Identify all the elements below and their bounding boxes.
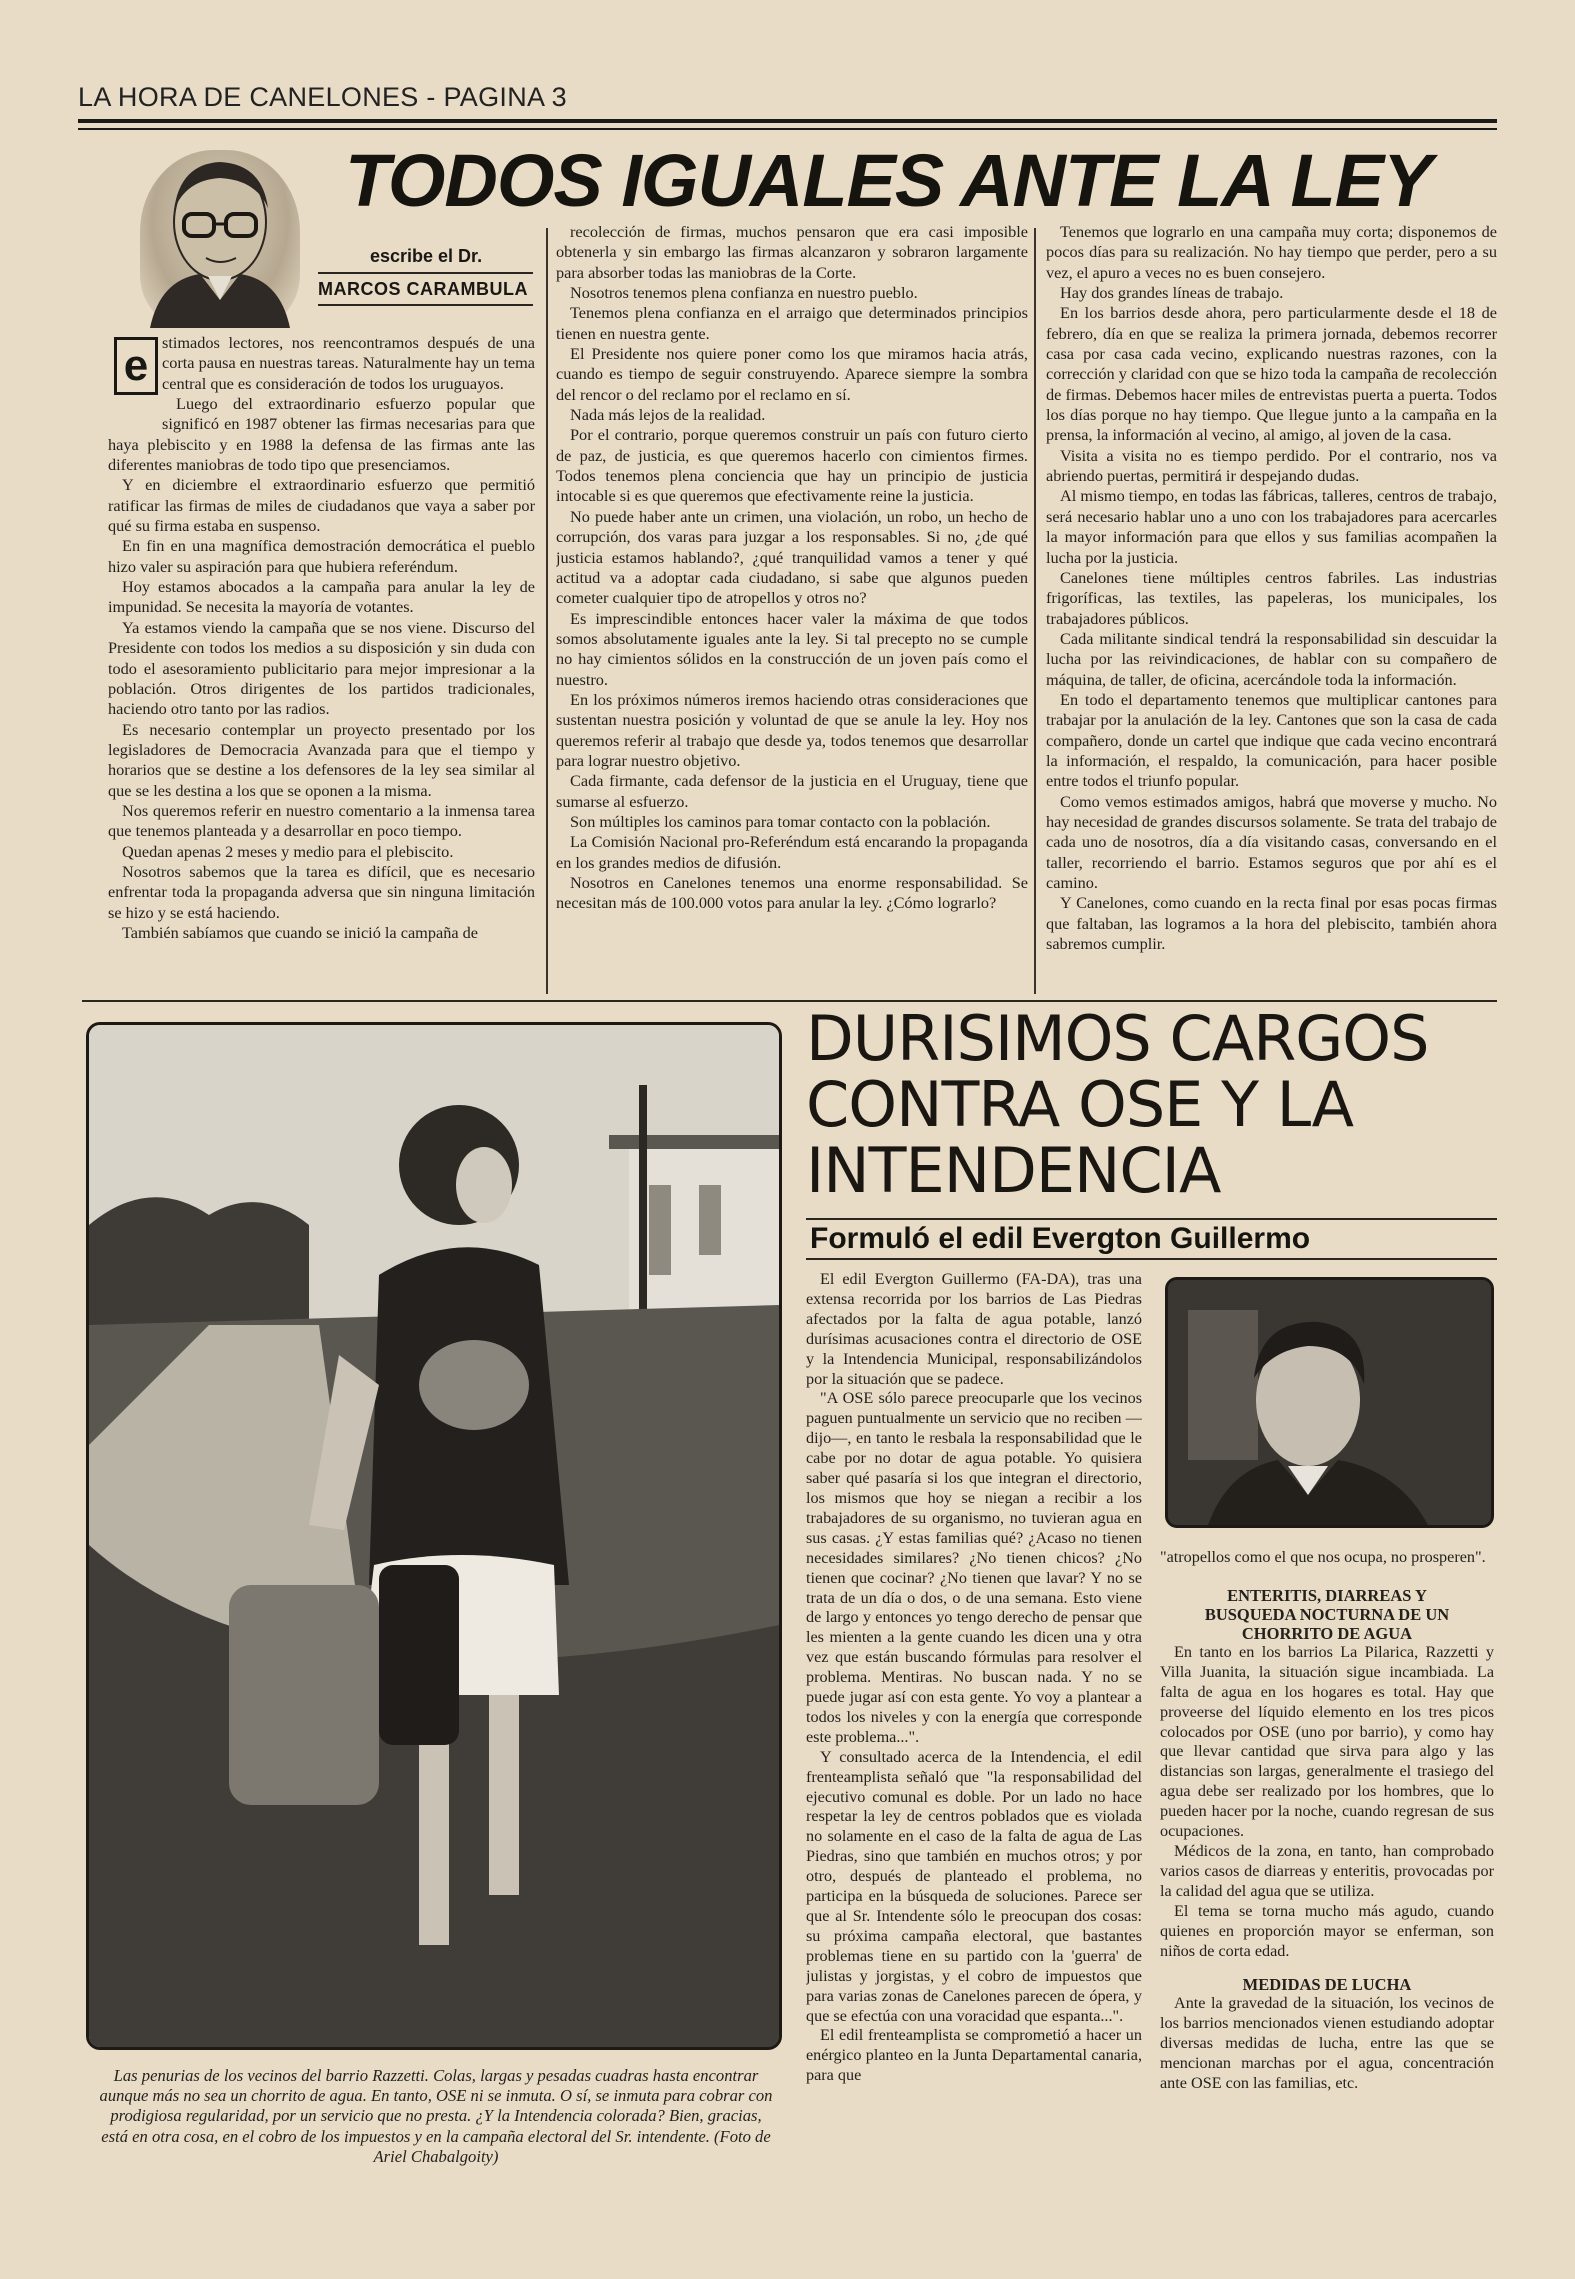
paragraph: Y Canelones, como cuando en la recta final por esas pocas firmas que faltaban, las logramos a la hora del plebiscito, también ahora sabremos cumplir. [1046,893,1497,954]
article2-col2 [1160,1548,1494,2268]
paragraph: Como vemos estimados amigos, habrá que moverse y mucho. No hay necesidad de grandes discursos solamente. Se trata del trabajo de cada uno de nosotros, día a día visitando casas, conversando en el taller, recorriendo el barrio. Estamos seguros que por ahí es el camino. [1046,791,1497,892]
paragraph: El edil frenteamplista se comprometió a hacer un enérgico planteo en la Junta Departamental canaria, para que [806,2026,1142,2085]
portrait-drawing [1168,1280,1491,1525]
paragraph: Y consultado acerca de la Intendencia, el edil frenteamplista señaló que "la responsabilidad del ejecutivo comunal es doble. Por un lado no hace respetar la ley de centros poblados que es violada no solamente en el caso de la falta de agua de Las Piedras, sino que también en muchos otros; y por otro, después de planteado el problema, no participa en la búsqueda de soluciones. Parece ser que al Sr. Intendente sólo le preocupan dos cosas: su próxima campaña electoral, que bastantes problemas tiene en su partido con la 'guerra' de julistas y jorgistas, y el cobro de impuestos que para varias zonas de Canelones parecen de ópera, y que se efectúa con una voracidad que espanta...". [806,1747,1142,2025]
paragraph: recolección de firmas, muchos pensaron que era casi imposible obtenerla y sin embargo las firmas alcanzaron y sobraron largamente para absorber todas las maniobras de la Corte. [556,222,1028,282]
column-rule [1034,228,1036,994]
portrait-evergton-guillermo [1165,1277,1494,1528]
paragraph: El Presidente nos quiere poner como los que miramos hacia atrás, cuando es tiempo de seguir construyendo. Aparece siempre la sombra del rencor o del reclamo por el reclamo en sí. [556,344,1028,404]
paragraph: No puede haber ante un crimen, una violación, un robo, un hecho de corrupción, dos varas para juzgar a los responsables. Si no, ¿de qué justicia estamos hablando?, ¿qué tranquilidad vamos a tener y qué actitud va a adoptar cada ciudadano, si sabe que algunos pueden cometer cualquier tipo de atropellos y otros no? [556,506,1028,608]
paragraph: Luego del extraordinario esfuerzo popular que significó en 1987 obtener las firmas necesarias para que haya plebiscito y en 1988 la defensa de las firmas ante las diferentes maniobras de todo tipo que presenciamos. [108,394,535,475]
paragraph: Por el contrario, porque queremos construir un país con futuro cierto de paz, de justicia, es que queremos hacerlo con cimientos firmes. Todos tenemos plena conciencia que hay un principio de justicia intocable si es que queremos que efectivamente reine la justicia. [556,425,1028,506]
paragraph: En los próximos números iremos haciendo otras consideraciones que sustentan nuestra posición y voluntad de que se anule la ley. Hoy nos queremos referir al trabajo que desde ya, todos tenemos que desarrollar para lograr nuestro objetivo. [556,689,1028,770]
headline-todos-iguales: TODOS IGUALES ANTE LA LEY [345,139,1432,222]
paragraph: Cada militante sindical tendrá la responsabilidad sin descuidar la lucha por las reivindicaciones, de hablar con su compañero de máquina, de taller, de oficina, acercándole toda la información. [1046,628,1497,689]
column-rule [546,228,548,994]
article1-col1 [108,333,535,995]
author-portrait-drawing [140,150,300,328]
byline-name: MARCOS CARAMBULA [318,279,528,299]
paragraph: Médicos de la zona, en tanto, han comprobado varios casos de diarreas y enteritis, provocadas por la calidad del agua que se utiliza. [1160,1841,1494,1900]
byline-rule [318,272,533,274]
paragraph: Quedan apenas 2 meses y medio para el plebiscito. [122,841,454,861]
paragraph: También sabíamos que cuando se inició la campaña de [122,922,479,942]
headline-durisimos-cargos [806,1002,1506,1207]
paragraph: "A OSE sólo parece preocuparle que los vecinos paguen puntualmente un servicio que no reciben —dijo—, en tanto le resbala la responsabilidad que le cabe por no dotar de agua potable. Yo quisiera saber qué pasaría si los que integran el directorio, los mismos que hoy se niegan a recibir a los trabajadores de su organismo, no tuvieran agua en sus casas. ¿Y estas familias qué? ¿Acaso no tienen necesidades similares? ¿No tienen chicos? ¿No tienen que cocinar? ¿No tienen que lavar? Y no se trata de un día o dos, o de una semana. Esto viene de largo y entonces yo tengo derecho de pensar que les mienten a la gente cuando les dicen una y otra vez que están buscando fórmulas para resolver el problema. Mentiras. No buscan nada. Y no se puede jugar así con esta gente. Yo voy a plantear a todos los niveles y con la energía que corresponde este problema...". [806,1389,1142,1746]
quote-paragraph: "atropellos como el que nos ocupa, no prosperen". [1160,1548,1486,1566]
paragraph: En los barrios desde ahora, pero particularmente desde el 18 de febrero, día en que se realiza la primera jornada, debemos recorrer casa por casa cada vecino, explicando nuestras razones, con la corrección y claridad con que se hizo toda la campaña de recolección de firmas. Debemos hacer miles de entrevistas puerta a puerta. Todos los días porque no hay tiempo. Que llegue junto a la campaña en la prensa, la información al vecino, al amigo, al joven de la casa. [1046,303,1497,445]
photo-caption: Las penurias de los vecinos del barrio Razzetti. Colas, largas y pesadas cuadras hasta encontrar aunque más no sea un chorrito de agua. En tanto, OSE ni se inmuta. O sí, se inmuta para cobrar con prodigiosa regularidad, por un servicio que no presta. ¿Y la Intendencia colorada? Bien, gracias, está en otra cosa, en el cobro de los impuestos y en la campaña electoral del Sr. intendente. (Foto de Ariel Chabalgoity) [99,2066,773,2166]
paragraph: Ante la gravedad de la situación, los vecinos de los barrios mencionados vienen estudiando adoptar diversas medidas de lucha, entre las que se mencionan marchas por el agua, concentración ante OSE con las familias, etc. [1160,1994,1494,2093]
paragraph: Hoy estamos abocados a la campaña para anular la ley de impunidad. Se necesita la mayoría de votantes. [108,577,535,617]
article1-col3 [1046,222,1497,994]
paragraph: Y en diciembre el extraordinario esfuerzo que permitió ratificar las firmas de miles de ciudadanos que vaya a saber por qué su firma estaba en suspenso. [108,475,535,536]
paragraph: El tema se torna mucho más agudo, cuando quienes en proporción mayor se enferman, son niños de corta edad. [1160,1901,1494,1960]
photo-scene [89,1025,779,2047]
paragraph: En fin en una magnífica demostración democrática el pueblo hizo valer su aspiración para que hubiera referéndum. [108,536,535,576]
paragraph: Canelones tiene múltiples centros fabriles. Las industrias frigoríficas, las textiles, las papeleras, los municipales, los trabajadores públicos. [1046,567,1497,628]
paragraph: Tenemos plena confianza en el arraigo que determinados principios tienen en nuestra gente. [556,303,1028,343]
paragraph: Es imprescindible entonces hacer valer la máxima de que todos somos absolutamente iguales ante la ley. Si tal precepto no se cumple no hay cimientos sólidos en la construcción de un joven país como el nuestro. [556,608,1028,689]
paragraph: Es necesario contemplar un proyecto presentado por los legisladores de Democracia Avanzada para que el tiempo y horarios que se destine a los defensores de la ley sea similar al que se les destina a los que se oponen a la misma. [108,719,535,800]
news-photo-woman-water [86,1022,782,2050]
headline-line: CONTRA OSE Y LA [806,1068,1354,1141]
paragraph: Son múltiples los caminos para tomar contacto con la población. [570,811,991,831]
paragraph: Nosotros en Canelones tenemos una enorme responsabilidad. Se necesitan más de 100.000 votos para anular la ley. ¿Cómo lograrlo? [556,873,1028,913]
paragraph: Nosotros tenemos plena confianza en nuestro pueblo. [570,283,918,303]
paragraph: Nos queremos referir en nuestro comentario a la inmensa tarea que tenemos planteada y a desarrollar en poco tiempo. [108,800,535,841]
dropcap: e [114,337,158,395]
paragraph: Al mismo tiempo, en todas las fábricas, talleres, centros de trabajo, será necesario hablar uno a uno con los trabajadores para acercarles la mayor información para que ellos y sus familias acompañen la lucha por la justicia. [1046,486,1497,567]
paragraph: Hay dos grandes líneas de trabajo. [1060,283,1284,303]
paragraph: Cada firmante, cada defensor de la justicia en el Uruguay, tiene que sumarse al esfuerzo. [556,771,1028,811]
paragraph: En todo el departamento tenemos que multiplicar cantones para trabajar por la anulación de la ley. Cantones que son la casa de cada compañero, donde un cartel que indique que cada vecino encontrará la información, el respaldo, la comunicación, para hacer posible entre todos el triunfo popular. [1046,689,1497,791]
author-portrait [140,150,300,328]
paragraph: El edil Evergton Guillermo (FA-DA), tras una extensa recorrida por los barrios de Las Piedras afectados por la falta de agua potable, lanzó durísimas acusaciones contra el directorio de OSE y la Intendencia Municipal, responsabilizándolos por la situación que se padece. [806,1270,1142,1388]
byline-prefix: escribe el Dr. [370,246,483,266]
subhead-rule [806,1218,1497,1220]
section-title-medidas: MEDIDAS DE LUCHA [1242,1975,1412,1995]
running-head: LA HORA DE CANELONES - PAGINA 3 [78,82,567,112]
byline-rule-bottom [318,304,533,306]
section-title-enteritis: ENTERITIS, DIARREAS Y BUSQUEDA NOCTURNA DE UN CHORRITO DE AGUA [1204,1585,1450,1643]
paragraph: Visita a visita no es tiempo perdido. Por el contrario, nos va abriendo puertas, permitirá ir despejando dudas. [1046,445,1497,486]
paragraph: stimados lectores, nos reencontramos después de una corta pausa en nuestras tareas. Naturalmente hay un tema central que es consideración de todos los uruguayos. [162,333,535,393]
paragraph: La Comisión Nacional pro-Referéndum está encarando la propaganda en los grandes medios de difusión. [556,832,1028,872]
article2-col1 [806,1270,1142,2270]
dropcap-space [108,333,162,429]
header-rule [78,119,1497,123]
paragraph: Nada más lejos de la realidad. [570,405,766,425]
paragraph: En tanto en los barrios La Pilarica, Razzetti y Villa Juanita, la situación sigue incambiada. La falta de agua en los hogares es total. Hay que proveerse del líquido elemento en los tres picos colocados por OSE (uno por barrio), y como hay que llevar cantidad que sirva para algo y las distancias son largas, generalmente el trasiego del agua debe ser realizado por los hombres, que lo pueden hacer por la noche, cuando regresan de sus ocupaciones. [1160,1642,1494,1841]
header-rule-thin [78,128,1497,130]
article1-col2 [556,222,1028,994]
paragraph: Nosotros sabemos que la tarea es difícil, que es necesario enfrentar toda la propaganda adversa que sin ninguna limitación se hizo y se está haciendo. [108,861,535,922]
subhead: Formuló el edil Evergton Guillermo [810,1222,1311,1255]
paragraph: Tenemos que lograrlo en una campaña muy corta; disponemos de pocos días para su realización. No hay tiempo que perder, pero a su vez, el apuro a veces no es buen consejero. [1046,222,1497,282]
headline-line: DURISIMOS CARGOS [806,1002,1429,1075]
headline-line: INTENDENCIA [806,1134,1221,1207]
paragraph: Ya estamos viendo la campaña que se nos viene. Discurso del Presidente con todos los medios a su disposición y sin duda con todo el asesoramiento publicitario para mejor impresionar a la población. Otros dirigentes de los partidos tradicionales, haciendo otro tanto por las radios. [108,617,535,719]
subhead-rule-bottom [806,1258,1497,1260]
